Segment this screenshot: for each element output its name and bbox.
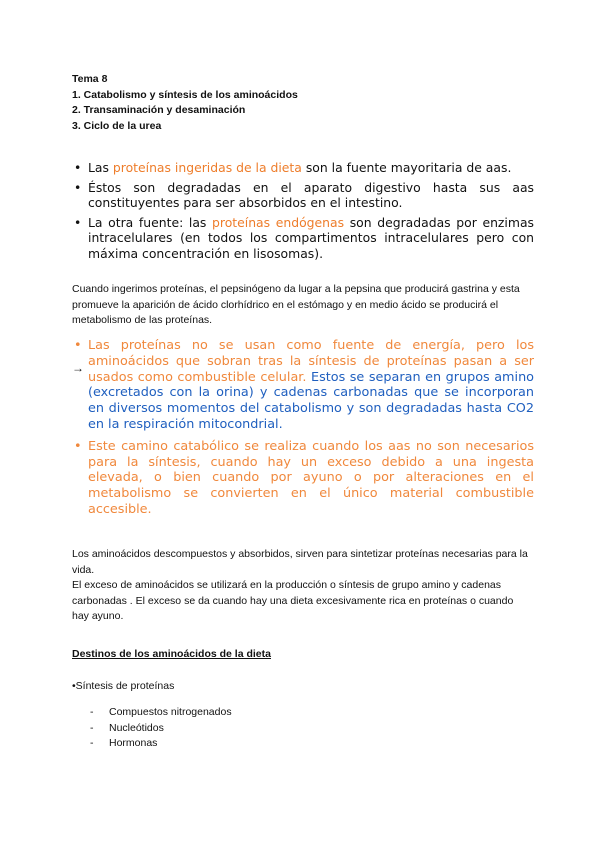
destinations-list: [90, 705, 232, 752]
slide2-bullet-2: • Este camino catabólico se realiza cuando los aas no son necesarios para la síntesis, cuando hay un exceso debido a una ingesta elevada, o bien cuando por ayuno o por alteraciones en el metabolismo se convierten en el único material combustible accesible.: [74, 439, 534, 518]
list-item: - Hormonas: [90, 737, 158, 749]
topic-item-1: 1. Catabolismo y síntesis de los aminoácidos: [72, 88, 298, 101]
list-item: - Nucleótidos: [90, 721, 164, 734]
topic-heading: [72, 72, 298, 134]
slide-excerpt-sources: [74, 160, 534, 265]
highlight-amino-groups: Estos se separan en grupos amino (excretados con la orina) y cadenas carbonadas que se incorporan en diversos momentos del catabolismo y son degradadas hasta CO2 en la respiración mitocondrial.: [88, 369, 535, 432]
slide1-bullet-1: • Las proteínas ingeridas de la dieta son la fuente mayoritaria de aas.: [74, 160, 534, 176]
list-item: - Compuestos nitrogenados: [90, 706, 232, 718]
synthesis-label: •Síntesis de proteínas: [72, 680, 175, 692]
topic-item-2: 2. Transaminación y desaminación: [72, 104, 246, 116]
paragraph-excess-line-2: El exceso de aminoácidos se utilizará en la producción o síntesis de grupo amino y cadenas carbonadas . El exceso se da cuando hay una dieta excesivamente rica en proteínas o cuando hay ayuno.: [72, 579, 514, 622]
arrow-annotation-icon: →: [72, 361, 84, 375]
slide-excerpt-catabolism: [74, 338, 534, 524]
topic-item-3: 3. Ciclo de la urea: [72, 119, 162, 132]
topic-title: Tema 8: [72, 73, 108, 85]
highlight-dietary-proteins: proteínas ingeridas de la dieta: [112, 160, 302, 175]
highlight-endogenous-proteins: proteínas endógenas: [212, 214, 345, 230]
section-title: Destinos de los aminoácidos de la dieta: [72, 648, 271, 660]
paragraph-excess-line-1: Los aminoácidos descompuestos y absorbidos, sirven para sintetizar proteínas necesarias para la vida.: [72, 548, 528, 576]
paragraph-digestion: Cuando ingerimos proteínas, el pepsinógeno da lugar a la pepsina que producirá gastrina y esta promueve la aparición de ácido clorhídrico en el estómago y en medio ácido se producirá el metabolismo de las proteínas.: [72, 283, 520, 326]
paragraph-excess: [72, 547, 532, 625]
slide1-bullet-3: • La otra fuente: las proteínas endógenas son degradadas por enzimas intracelulares (en todos los compartimentos intracelulares pero con máxima concentración en lisosomas).: [74, 215, 534, 262]
slide2-bullet-1: • Las proteínas no se usan como fuente de energía, pero los aminoácidos que sobran tras la síntesis de proteínas pasan a ser usados como combustible celular. Estos se separan en grupos amino (excretados con la orina) y cadenas carbonadas que se incorporan en diversos momentos del catabolismo y son degradadas hasta CO2 en la respiración mitocondrial.: [74, 338, 534, 433]
slide1-bullet-2: • Éstos son degradadas en el aparato digestivo hasta sus aas constituyentes para ser absorbidos en el intestino.: [74, 180, 534, 211]
